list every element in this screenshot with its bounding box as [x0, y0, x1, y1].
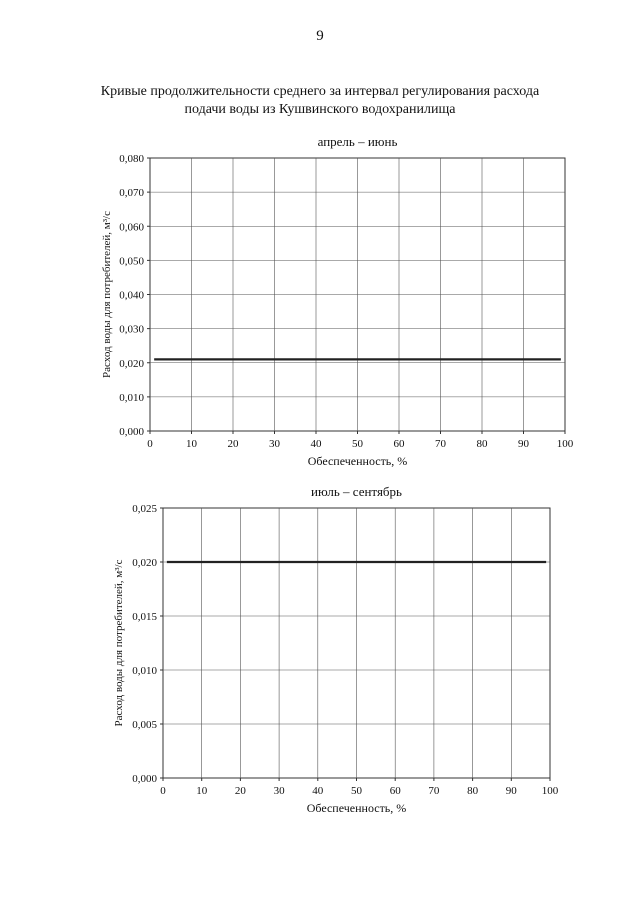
y-axis-label: Расход воды для потребителей, м³/с [113, 559, 125, 727]
chart-april-june [0, 130, 640, 470]
x-tick-label: 10 [196, 785, 208, 797]
x-tick-label: 100 [541, 785, 559, 797]
x-tick-label: 90 [518, 438, 529, 450]
y-tick-label: 0,040 [119, 289, 144, 302]
x-axis-label: Обеспеченность, % [306, 801, 407, 815]
chart-title: апрель – июнь [317, 134, 398, 149]
x-tick-label: 20 [234, 785, 246, 797]
x-tick-label: 0 [160, 785, 166, 797]
page-title-line-1: Кривые продолжительности среднего за интервал регулирования расхода [100, 84, 540, 99]
x-tick-label: 60 [389, 785, 401, 797]
x-tick-label: 60 [393, 438, 405, 450]
chart-july-september [0, 475, 640, 825]
x-tick-label: 80 [467, 785, 479, 797]
x-tick-label: 90 [505, 785, 517, 797]
y-tick-label: 0,030 [119, 323, 144, 336]
x-tick-label: 50 [352, 438, 363, 450]
y-tick-label: 0,050 [119, 255, 144, 268]
page-title-line-2: подачи воды из Кушвинского водохранилища [184, 102, 456, 117]
y-tick-label: 0,020 [132, 557, 157, 569]
y-tick-label: 0,015 [132, 611, 157, 623]
y-tick-label: 0,025 [132, 503, 157, 515]
x-tick-label: 0 [147, 438, 153, 450]
y-tick-label: 0,000 [132, 773, 157, 785]
y-tick-label: 0,010 [132, 665, 157, 677]
x-tick-label: 70 [435, 438, 446, 450]
x-tick-label: 40 [310, 438, 322, 450]
y-tick-label: 0,070 [119, 187, 144, 200]
y-tick-label: 0,080 [119, 153, 144, 165]
y-tick-label: 0,010 [119, 391, 144, 404]
x-tick-label: 20 [227, 438, 239, 450]
y-tick-label: 0,060 [119, 221, 144, 234]
x-tick-label: 10 [186, 438, 197, 450]
page-number: 9 [316, 28, 324, 44]
x-tick-label: 30 [273, 785, 285, 797]
page-title [60, 83, 580, 119]
x-axis-label: Обеспеченность, % [307, 454, 408, 468]
y-tick-label: 0,005 [132, 719, 157, 731]
chart-title: июль – сентябрь [311, 484, 402, 499]
x-tick-label: 50 [351, 785, 362, 797]
y-axis-label: Расход воды для потребителей, м³/с [101, 211, 113, 378]
y-tick-label: 0,000 [119, 426, 144, 438]
x-tick-label: 30 [269, 438, 280, 450]
x-tick-label: 40 [312, 785, 324, 797]
x-tick-label: 80 [476, 438, 488, 450]
y-tick-label: 0,020 [119, 357, 144, 370]
x-tick-label: 100 [556, 438, 574, 450]
x-tick-label: 70 [428, 785, 440, 797]
